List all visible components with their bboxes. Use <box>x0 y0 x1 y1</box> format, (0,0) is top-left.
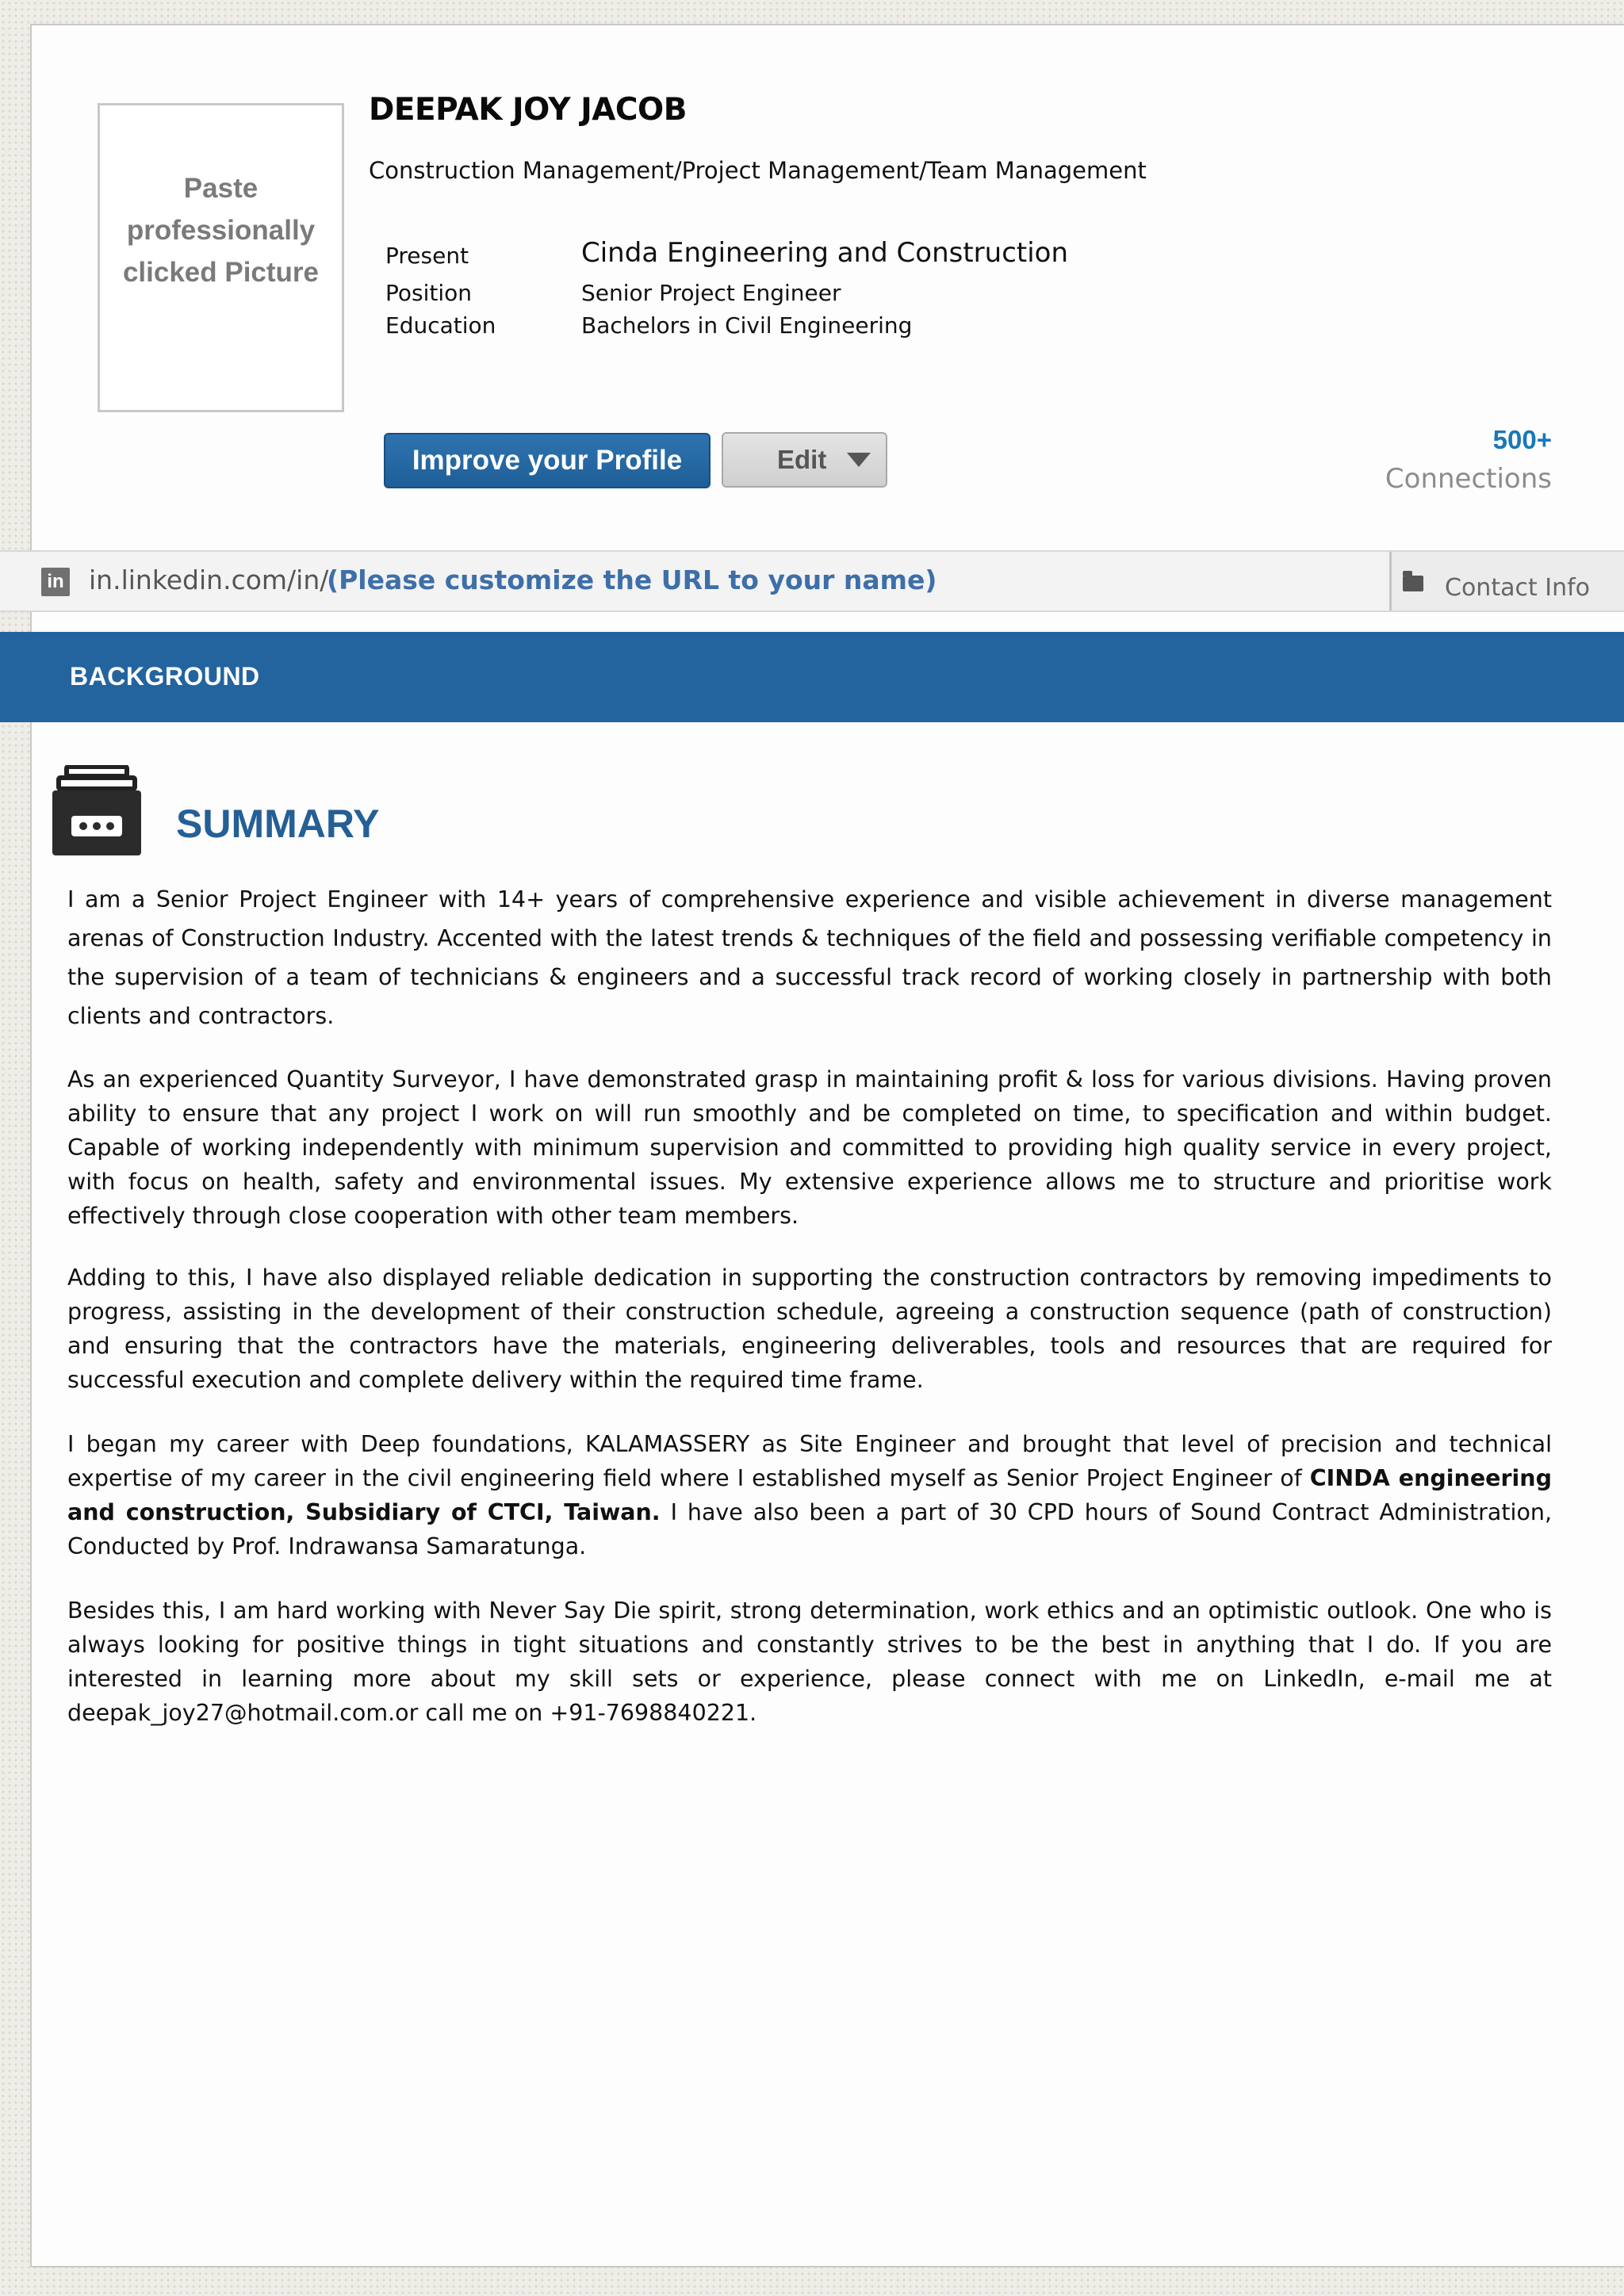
improve-profile-button[interactable]: Improve your Profile <box>384 433 710 488</box>
edit-button-label: Edit <box>777 445 827 474</box>
profile-url[interactable]: in.linkedin.com/in/ <box>89 564 329 595</box>
info-label-present: Present <box>385 243 469 269</box>
info-label-position: Position <box>385 280 473 306</box>
summary-paragraph-4-company: CINDA engineering and construction, Subsidiary of CTCI, Taiwan. <box>67 1465 1552 1525</box>
profile-name: DEEPAK JOY JACOB <box>369 92 687 128</box>
background-banner <box>0 632 1624 722</box>
info-value-position: Senior Project Engineer <box>581 280 841 306</box>
contact-info-button[interactable] <box>1389 552 1624 610</box>
profile-url-hint: (Please customize the URL to your name) <box>327 564 937 595</box>
info-value-present: Cinda Engineering and Construction <box>581 237 1069 269</box>
contact-info-label: Contact Info <box>1445 574 1591 602</box>
info-label-education: Education <box>385 312 496 339</box>
summary-paragraph-2: As an experienced Quantity Surveyor, I have demonstrated grasp in maintaining profit & loss for various divisions. Having proven ability to ensure that any project I work on will run smoothly and be completed on time, to specification and within budget. Capable of working independently with minimum supervision and committed to providing high quality service in every project, with focus on health, safety and environmental issues. My extensive experience allows me to structure and prioritise work effectively through close cooperation with other team members. <box>67 1066 1552 1229</box>
edit-button[interactable] <box>722 432 887 488</box>
summary-paragraph-4 <box>67 1427 1552 1563</box>
summary-paragraph-1: I am a Senior Project Engineer with 14+ years of comprehensive experience and visible achievement in diverse management arenas of Construction Industry. Accented with the latest trends & techniques of the field and possessing verifiable competency in the supervision of a team of technicians & engineers and a successful track record of working closely in partnership with both clients and contractors. <box>67 886 1552 1029</box>
summary-card-icon <box>49 765 144 859</box>
profile-photo-placeholder[interactable] <box>98 103 344 412</box>
caret-down-icon <box>847 453 871 467</box>
profile-url-bar <box>0 550 1624 612</box>
profile-headline: Construction Management/Project Management/Team Management <box>369 157 1147 184</box>
photo-placeholder-text: Paste professionally clicked Picture <box>122 172 320 288</box>
summary-paragraph-4-text-a: I began my career with Deep foundations, KALAMASSERY as Site Engineer and brought that level of precision and technical expertise of my career in the civil engineering field where I established myself as Senior Project Engineer of <box>67 1431 1552 1491</box>
connections-label: Connections <box>1385 463 1552 495</box>
summary-paragraph-5: Besides this, I am hard working with Never Say Die spirit, strong determination, work ethics and an optimistic outlook. One who is always looking for positive things in tight situations and constantly strives to be the best in anything that I do. If you are interested in learning more about my skill sets or experience, please connect with me on LinkedIn, e-mail me at deepak_joy27@hotmail.com.or call me on +91-7698840221. <box>67 1598 1552 1726</box>
linkedin-icon: in <box>41 568 70 596</box>
background-banner-label: BACKGROUND <box>70 662 260 691</box>
folder-icon <box>1403 576 1423 591</box>
summary-heading: SUMMARY <box>176 802 380 846</box>
connections-count[interactable]: 500+ <box>1492 425 1552 454</box>
info-value-education: Bachelors in Civil Engineering <box>581 312 913 339</box>
summary-paragraph-3: Adding to this, I have also displayed reliable dedication in supporting the construction contractors by removing impediments to progress, assisting in the development of their construction schedule, agreeing a construction sequence (path of construction) and ensuring that the contractors have the materials, engineering deliverables, tools and resources that are required for successful execution and complete delivery within the required time frame. <box>67 1265 1552 1393</box>
summary-paragraph-4-text-b: I have also been a part of 30 CPD hours of Sound Contract Administration, Conducted by Prof. Indrawansa Samaratunga. <box>67 1499 1552 1559</box>
